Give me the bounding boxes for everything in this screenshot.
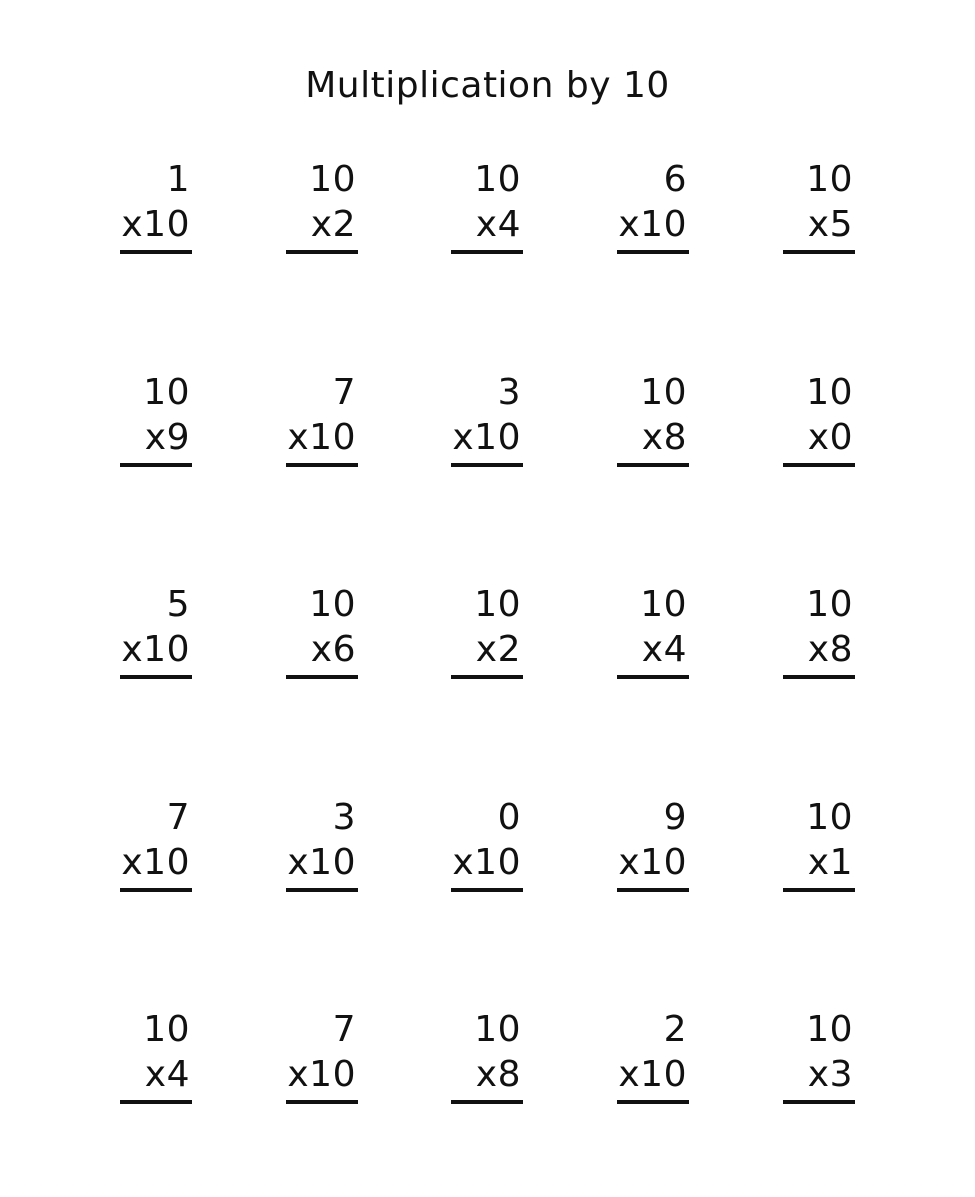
answer-line [286,463,358,467]
bottom-number: x10 [618,1054,687,1095]
bottom-number: x10 [618,204,687,245]
problem [286,160,358,256]
answer-line [617,1100,689,1104]
top-number: 7 [332,1009,356,1050]
bottom-number: x4 [475,204,521,245]
answer-line [286,675,358,679]
problem [451,1010,523,1106]
problem [120,373,192,469]
top-number: 10 [806,1009,853,1050]
problem [783,1010,855,1106]
top-number: 7 [166,797,190,838]
problem [783,373,855,469]
answer-line [617,888,689,892]
answer-line [783,888,855,892]
answer-line [286,888,358,892]
top-number: 9 [663,797,687,838]
answer-line [617,463,689,467]
top-number: 10 [143,1009,190,1050]
bottom-number: x10 [287,417,356,458]
problem [783,798,855,894]
problem [783,585,855,681]
answer-line [120,250,192,254]
top-number: 7 [332,372,356,413]
answer-line [120,463,192,467]
top-number: 10 [309,159,356,200]
top-number: 1 [166,159,190,200]
page-title: Multiplication by 10 [305,65,670,106]
top-number: 10 [806,584,853,625]
answer-line [451,888,523,892]
bottom-number: x10 [452,417,521,458]
bottom-number: x2 [310,204,356,245]
answer-line [451,250,523,254]
problem [451,160,523,256]
bottom-number: x10 [121,842,190,883]
top-number: 10 [309,584,356,625]
bottom-number: x8 [807,629,853,670]
bottom-number: x10 [287,842,356,883]
answer-line [783,463,855,467]
bottom-number: x3 [807,1054,853,1095]
top-number: 6 [663,159,687,200]
top-number: 10 [806,372,853,413]
problem [120,798,192,894]
top-number: 10 [640,584,687,625]
problem [451,585,523,681]
top-number: 10 [640,372,687,413]
problem [451,798,523,894]
problem [120,1010,192,1106]
problem [783,160,855,256]
answer-line [617,250,689,254]
bottom-number: x10 [121,204,190,245]
top-number: 10 [806,797,853,838]
bottom-number: x4 [144,1054,190,1095]
answer-line [286,1100,358,1104]
bottom-number: x1 [807,842,853,883]
top-number: 0 [497,797,521,838]
problem [617,798,689,894]
problem [286,798,358,894]
bottom-number: x6 [310,629,356,670]
problem [286,373,358,469]
problem [286,1010,358,1106]
answer-line [120,675,192,679]
top-number: 5 [166,584,190,625]
answer-line [120,888,192,892]
bottom-number: x8 [475,1054,521,1095]
problem [120,585,192,681]
answer-line [617,675,689,679]
top-number: 10 [474,584,521,625]
problem [617,373,689,469]
answer-line [783,1100,855,1104]
bottom-number: x2 [475,629,521,670]
top-number: 3 [497,372,521,413]
top-number: 2 [663,1009,687,1050]
top-number: 10 [806,159,853,200]
problem [120,160,192,256]
bottom-number: x4 [641,629,687,670]
problem [617,1010,689,1106]
problem [451,373,523,469]
top-number: 10 [474,1009,521,1050]
top-number: 10 [143,372,190,413]
problem [286,585,358,681]
answer-line [451,1100,523,1104]
bottom-number: x8 [641,417,687,458]
answer-line [451,675,523,679]
bottom-number: x10 [121,629,190,670]
problem [617,585,689,681]
answer-line [286,250,358,254]
top-number: 10 [474,159,521,200]
bottom-number: x10 [287,1054,356,1095]
answer-line [451,463,523,467]
answer-line [120,1100,192,1104]
bottom-number: x10 [618,842,687,883]
problem [617,160,689,256]
bottom-number: x10 [452,842,521,883]
answer-line [783,250,855,254]
bottom-number: x5 [807,204,853,245]
answer-line [783,675,855,679]
bottom-number: x9 [144,417,190,458]
top-number: 3 [332,797,356,838]
bottom-number: x0 [807,417,853,458]
